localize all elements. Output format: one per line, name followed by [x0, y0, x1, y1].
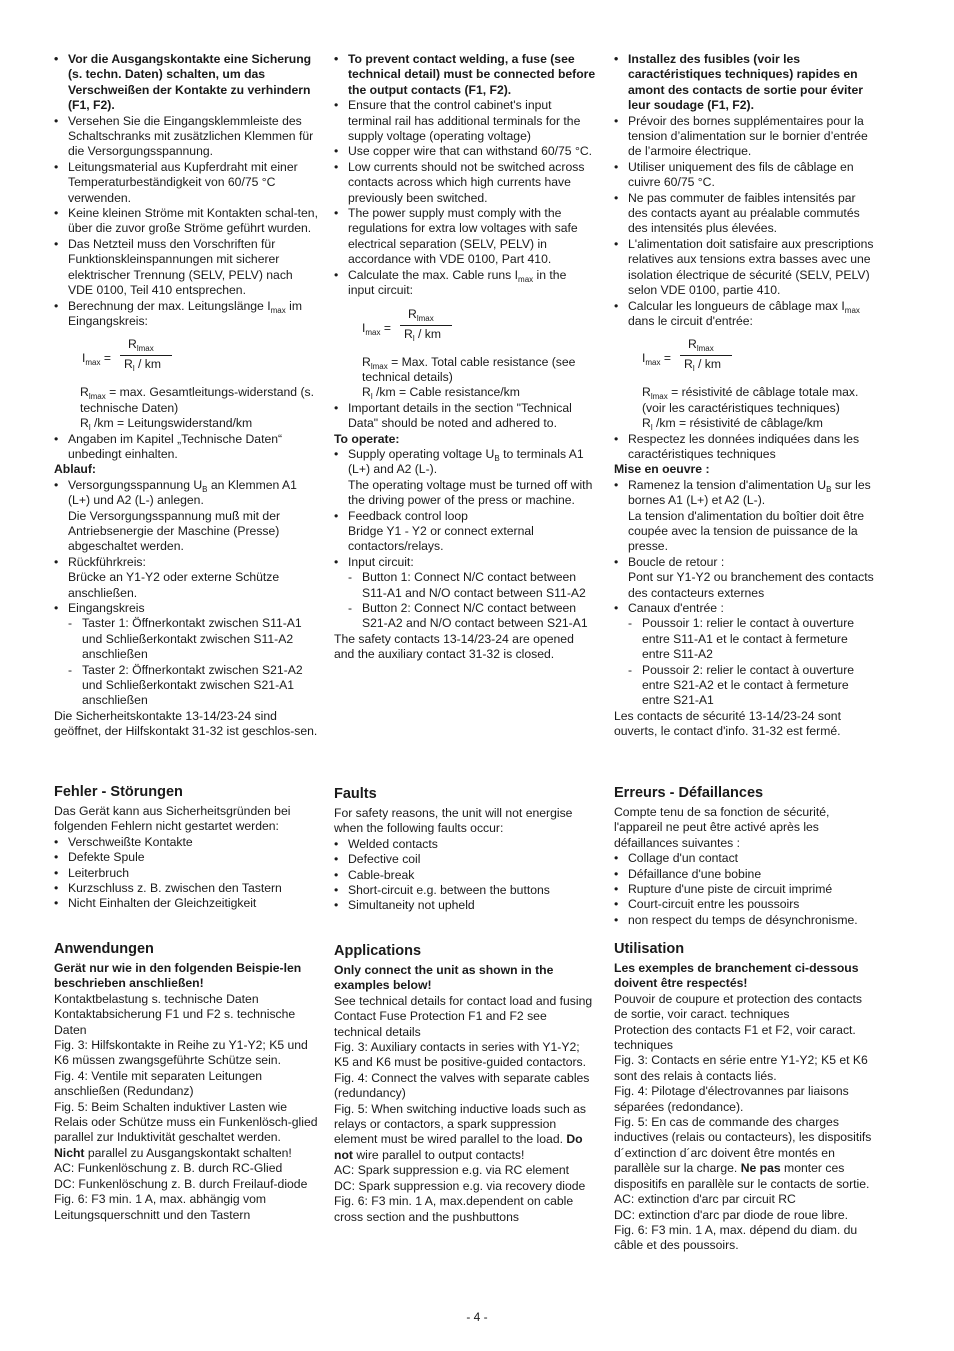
en-fault: • Simultaneity not upheld: [334, 898, 596, 913]
fr-app-section: [614, 940, 876, 1254]
en-app3: Fig. 3: Auxiliary contacts in series with Y1-Y2; K5 and K6 must be positive-guided contactors.: [334, 1040, 587, 1070]
de-app9: Fig. 6: F3 min. 1 A, max. abhängig vom Leitungsquerschnitt und den Tastern: [54, 1192, 267, 1222]
en-safety: The safety contacts 13-14/23-24 are opened and the auxiliary contact 31-32 is closed.: [334, 631, 574, 662]
de-calc: • Berechnung der max. Leitungslänge $I_{max}$ im Eingangskreis:: [54, 299, 320, 330]
de-app-bold: Gerät nur wie in den folgenden Beispie-len beschrieben anschließen!: [54, 961, 302, 991]
column-german: [54, 52, 320, 740]
en-fault: • Welded contacts: [334, 837, 596, 852]
column-french: [614, 52, 876, 740]
de-safety: Die Sicherheitskontakte 13-14/23-24 sind geöffnet, der Hilfskontakt 31-32 ist geschlos-sen.: [54, 708, 318, 739]
de-fault: • Nicht Einhalten der Gleichzeitigkeit: [54, 896, 320, 911]
de-app-section: [54, 940, 320, 1223]
fr-fault: • Rupture d'une piste de circuit imprimé: [614, 882, 876, 897]
fr-formula: $I_{max}$ = $R_{lmax}$ $R_l$ / km: [614, 335, 876, 381]
de-intro: • Vor die Ausgangskontakte eine Sicherung (s. techn. Daten) schalten, um das Verschweißen der Kontakte zu verhindern (F1, F2).: [54, 52, 320, 114]
en-app4: Fig. 4: Connect the valves with separate cables (redundancy): [334, 1070, 590, 1101]
en-app2: Contact Fuse Protection F1 and F2 see technical details: [334, 1009, 547, 1039]
de-app7: AC: Funkenlöschung z. B. durch RC-Glied: [54, 1161, 283, 1176]
de-app2: Kontaktabsicherung F1 und F2 s. technische Daten: [54, 1007, 296, 1037]
fr-app-bold: Les exemples de branchement ci-dessous doivent être respectés!: [614, 961, 859, 991]
en-intro: • To prevent contact welding, a fuse (see technical detail) must be connected before the output contacts (F1, F2).: [334, 52, 596, 98]
en-app9: Fig. 6: F3 min. 1 A, max.dependent on cable cross section and the pushbuttons: [334, 1194, 574, 1224]
de-input: • Eingangskreis: [54, 601, 320, 616]
en-item: • Low currents should not be switched across contacts across which high currents have previously been switched.: [334, 160, 596, 206]
de-fault: • Leiterbruch: [54, 866, 320, 881]
fr-note: • Respectez les données indiquées dans les caractéristiques techniques: [614, 432, 876, 463]
en-app7: AC: Spark suppression e.g. via RC element: [334, 1163, 570, 1178]
fr-ablauf: Mise en oeuvre :: [614, 462, 710, 477]
fr-faults-intro: Compte tenu de sa fonction de sécurité, l'appareil ne peut être activé après les défaillances suivantes :: [614, 805, 830, 850]
fr-app-title: Utilisation: [614, 941, 685, 957]
fr-def2: $R_l$ /km = résistivité de câblage/km: [642, 416, 823, 433]
fr-item: • Utiliser uniquement des fils de câblage en cuivre 60/75 °C.: [614, 160, 876, 191]
page-number: - 4 -: [466, 1310, 488, 1324]
en-faults-section: [334, 785, 596, 914]
de-fault: • Kurzschluss z. B. zwischen den Tastern: [54, 881, 320, 896]
de-app1: Kontaktbelastung s. technische Daten: [54, 991, 259, 1006]
fr-calc: • Calcular les longueurs de câblage $\max I_{max}$ dans le circuit d'entrée:: [614, 299, 876, 330]
en-faults-intro: For safety reasons, the unit will not energise when the following faults occur:: [334, 806, 573, 836]
fr-supply: • Ramenez la tension d'alimentation $U_B$ sur les bornes A1 (L+) et A2 (L-). La tension d'alimentation du boîtier doit être coupée avec la tension de puissance de la presse.: [614, 478, 876, 555]
fr-item: • L'alimentation doit satisfaire aux prescriptions relatives aux tensions extra basses avec une isolation électrique de sécurité (SELV, PELV) selon VDE 0100, partie 410.: [614, 237, 876, 299]
de-def1: $R_{lmax} = \max$. Gesamtleitungs-widerstand (s. technische Daten): [80, 385, 314, 415]
de-supply: • Versorgungsspannung $U_B$ an Klemmen A1 (L+) und A2 (L-) anlegen. Die Versorgungsspannung muß mit der Antriebsenergie der Maschine (Presse) abgeschaltet werden.: [54, 478, 320, 555]
de-item: • Keine kleinen Ströme mit Kontakten schal-ten, über die zuvor große Ströme geführt wurden.: [54, 206, 320, 237]
de-app6: Nicht parallel zu Ausgangskontakt schalten!: [54, 1145, 292, 1160]
fr-feedback: • Boucle de retour : Pont sur Y1-Y2 ou branchement des contacts des contacteurs externes: [614, 555, 876, 601]
fr-input: • Canaux d'entrée :: [614, 601, 876, 616]
de-app3: Fig. 3: Hilfskontakte in Reihe zu Y1-Y2; K5 und K6 müssen zwangsgeführte Schütze sein.: [54, 1038, 308, 1068]
fr-app7: AC: extinction d'arc par circuit RC: [614, 1192, 796, 1207]
de-formula: $I_{max}$ = $R_{lmax}$ $R_l$ / km: [54, 335, 320, 381]
en-item: • The power supply must comply with the regulations for extra low voltages with safe electrical separation (SELV, PELV) in accordance with VDE 0100, Part 410.: [334, 206, 596, 268]
en-app5: Fig. 5: When switching inductive loads such as relays or contactors, a spark suppression element must be wired parallel to the load. Do not wire parallel to output contacts!: [334, 1101, 586, 1162]
fr-fault: • Court-circuit entre les poussoirs: [614, 897, 876, 912]
de-item: • Leitungsmaterial aus Kupferdraht mit einer Temperaturbeständigkeit von 60/75 °C verwenden.: [54, 160, 320, 206]
en-ablauf: To operate:: [334, 431, 400, 446]
de-def2: $R_l$ /km = Leitungswiderstand/km: [80, 416, 253, 433]
en-fault: • Short-circuit e.g. between the buttons: [334, 883, 596, 898]
en-input: • Input circuit:: [334, 555, 596, 570]
en-faults-title: Faults: [334, 786, 377, 802]
de-btn1: - Taster 1: Öffnerkontakt zwischen S11-A1 und Schließerkontakt zwischen S11-A2 anschließen: [54, 616, 320, 662]
fr-safety: Les contacts de sécurité 13-14/23-24 sont ouverts, le contact d'info. 31-32 est fermé.: [614, 708, 841, 739]
en-app-bold: Only connect the unit as shown in the examples below!: [334, 963, 554, 993]
fr-faults-section: [614, 784, 876, 928]
fr-item: • Ne pas commuter de faibles intensités par des contacts ayant au préalable commutés des intensités plus élevées.: [614, 191, 876, 237]
en-app-section: [334, 942, 596, 1225]
en-app-title: Applications: [334, 943, 422, 959]
en-app8: DC: Spark suppression e.g. via recovery diode: [334, 1178, 586, 1193]
en-btn1: - Button 1: Connect N/C contact between S11-A1 and N/O contact between S11-A2: [334, 570, 596, 601]
fr-faults-title: Erreurs - Défaillances: [614, 785, 764, 801]
de-item: • Versehen Sie die Eingangsklemmleiste des Schaltschranks mit zusätzlichen Klemmen für die Versorgungsspannung.: [54, 114, 320, 160]
de-fault: • Defekte Spule: [54, 850, 320, 865]
de-app5: Fig. 5: Beim Schalten induktiver Lasten wie Relais oder Schütze muss ein Funkenlösch-glied parallel zur Induktivität geschaltet werden.: [54, 1099, 318, 1145]
de-feedback: • Rückführkreis: Brücke an Y1-Y2 oder externe Schütze anschließen.: [54, 555, 320, 601]
de-fault: • Verschweißte Kontakte: [54, 835, 320, 850]
de-app4: Fig. 4: Ventile mit separaten Leitungen anschließen (Redundanz): [54, 1068, 262, 1099]
en-supply: • Supply operating voltage $U_B$ to terminals A1 (L+) and A2 (L-). The operating voltage must be turned off with the driving power of the press or machine.: [334, 447, 596, 509]
de-item: • Das Netzteil muss den Vorschriften für Funktionskleinspannungen mit sicherer elektrischer Trennung (SELV, PELV) nach VDE 0100, Teil 410 entsprechen.: [54, 237, 320, 299]
fr-app9: Fig. 6: F3 min. 1 A, max. dépend du diam. du câble et des poussoirs.: [614, 1222, 858, 1253]
fr-intro: • Installez des fusibles (voir les caractéristiques techniques) rapides en amont des contacts de sortie pour éviter leur soudage (F1, F2).: [614, 52, 876, 114]
fr-app1: Pouvoir de coupure et protection des contacts de sortie, voir caract. techniques: [614, 991, 862, 1022]
fr-app5: Fig. 5: En cas de commande des charges inductives (relais ou contacteurs), les dispositifs d´extinction d´arc doivent être montés en parallèle sur la charge. Ne pas monter ces dispositifs en parallèle sur le contacts de sortie.: [614, 1115, 872, 1191]
de-app-title: Anwendungen: [54, 941, 154, 957]
de-ablauf: Ablauf:: [54, 462, 96, 477]
fr-app2: Protection des contacts F1 et F2, voir caract. techniques: [614, 1022, 856, 1053]
de-faults-section: [54, 783, 320, 912]
en-calc: • Calculate the max. Cable runs $I_{max}$ in the input circuit:: [334, 268, 596, 299]
column-english: [334, 52, 596, 663]
en-app1: See technical details for contact load and fusing: [334, 993, 593, 1008]
en-fault: • Cable-break: [334, 868, 596, 883]
fr-btn1: - Poussoir 1: relier le contact à ouverture entre S11-A1 et le contact à fermeture entre S11-A2: [614, 616, 876, 662]
fr-app3: Fig. 3: Contacts en série entre Y1-Y2; K5 et K6 sont des relais à contacts liés.: [614, 1053, 868, 1083]
de-note: • Angaben im Kapitel „Technische Daten“ unbedingt einhalten.: [54, 432, 320, 463]
de-btn2: - Taster 2: Öffnerkontakt zwischen S21-A2 und Schließerkontakt zwischen S21-A1 anschließen: [54, 663, 320, 709]
fr-app8: DC: extinction d'arc par diode de roue libre.: [614, 1207, 849, 1222]
en-item: • Ensure that the control cabinet's input terminal rail has additional terminals for the supply voltage (operating voltage): [334, 98, 596, 144]
en-fault: • Defective coil: [334, 852, 596, 867]
de-faults-intro: Das Gerät kann aus Sicherheitsgründen bei folgenden Fehlern nicht gestartet werden:: [54, 804, 291, 834]
en-btn2: - Button 2: Connect N/C contact between S21-A2 and N/O contact between S21-A1: [334, 601, 596, 632]
fr-fault: • non respect du temps de désynchronisme.: [614, 913, 876, 928]
fr-app4: Fig. 4: Pilotage d'électrovannes par liaisons séparées (redondance).: [614, 1084, 849, 1114]
en-formula: $I_{max}$ = $R_{lmax}$ $R_l$ / km: [334, 305, 596, 351]
fr-def1: $R_{lmax}$ = résistivité de câblage totale max. (voir les caractéristiques techniques): [642, 385, 859, 415]
fr-fault: • Collage d'un contact: [614, 851, 876, 866]
en-item: • Use copper wire that can withstand 60/75 °C.: [334, 144, 596, 159]
en-feedback: • Feedback control loop Bridge Y1 - Y2 or connect external contactors/relays.: [334, 509, 596, 555]
fr-btn2: - Poussoir 2: relier le contact à ouverture entre S21-A2 et le contact à fermeture entre S21-A1: [614, 663, 876, 709]
fr-fault: • Défaillance d'une bobine: [614, 867, 876, 882]
en-def1: $R_{lmax}$ = Max. Total cable resistance (see technical details): [362, 354, 576, 384]
fr-item: • Prévoir des bornes supplémentaires pour la tension d’alimentation sur le bornier d’entrée de l’armoire électrique.: [614, 114, 876, 160]
en-def2: $R_l$ /km = Cable resistance/km: [362, 385, 520, 402]
de-faults-title: Fehler - Störungen: [54, 784, 183, 800]
en-note: • Important details in the section "Technical Data" should be noted and adhered to.: [334, 401, 596, 432]
de-app8: DC: Funkenlöschung z. B. durch Freilauf-diode: [54, 1176, 308, 1191]
